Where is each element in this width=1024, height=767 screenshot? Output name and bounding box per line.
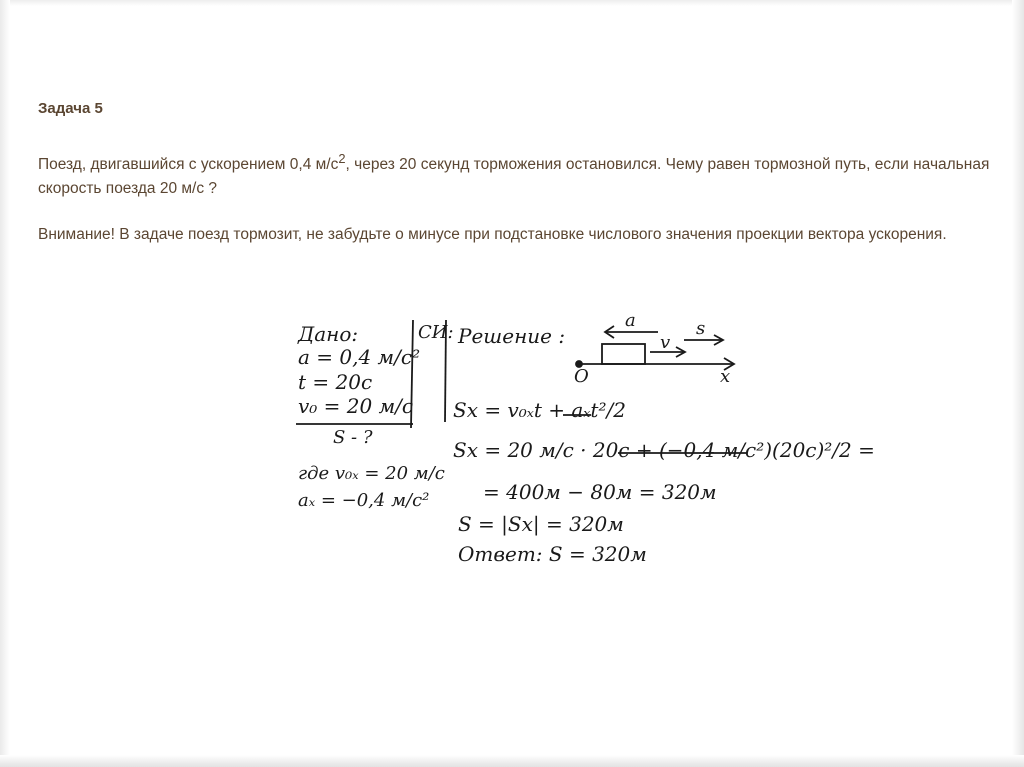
absolute-value-line: S = |Sx| = 320м <box>458 512 624 536</box>
where-v0x: где v₀ₓ = 20 м/c <box>298 463 445 484</box>
given-t: t = 20c <box>298 370 373 394</box>
given-header: Дано: <box>298 322 359 346</box>
computation-line: = 400м − 80м = 320м <box>483 480 717 504</box>
formula-line: Sx = v₀ₓt + aₓt²/2 <box>453 398 626 422</box>
given-a: a = 0,4 м/c² <box>298 345 421 369</box>
problem-superscript: 2 <box>338 151 346 166</box>
problem-statement <box>38 147 998 201</box>
vector-a-label: a <box>625 310 636 331</box>
warning-note: Внимание! В задаче поезд тормозит, не забудьте о минусе при подстановке числового значения проекции вектора ускорения. <box>38 226 947 244</box>
slide-shadow-bottom <box>0 755 1024 767</box>
task-title: Задача 5 <box>38 100 103 117</box>
solution-header: Решение : <box>458 324 566 348</box>
problem-text-1: Поезд, двигавшийся с ускорением 0,4 м/с <box>38 156 339 174</box>
slide-shadow-top <box>0 0 1024 6</box>
task-text-block <box>38 100 998 269</box>
problem-text-2: , через 20 секунд торможения остановился. Чему равен тормозной путь, если начальная скорость поезда 20 м/с ? <box>38 156 990 198</box>
axis-x-label: x <box>720 366 731 387</box>
substitution-line: Sx = 20 м/c · 20c + (−0,4 м/c²)(20c)²/2 = <box>453 438 875 462</box>
given-v0: v₀ = 20 м/c <box>298 394 414 418</box>
handwritten-solution <box>288 300 875 575</box>
train-block <box>602 344 645 364</box>
slide-shadow-right <box>1012 0 1024 767</box>
slide-shadow-left <box>0 0 10 767</box>
si-label: СИ: <box>418 322 454 343</box>
find-s: S - ? <box>333 427 373 448</box>
where-ax: aₓ = −0,4 м/c² <box>298 490 430 511</box>
answer-line: Ответ: S = 320м <box>458 542 647 566</box>
vector-s-label: s <box>696 318 706 339</box>
vector-v-label: v <box>660 332 671 353</box>
origin-label: O <box>574 366 589 387</box>
